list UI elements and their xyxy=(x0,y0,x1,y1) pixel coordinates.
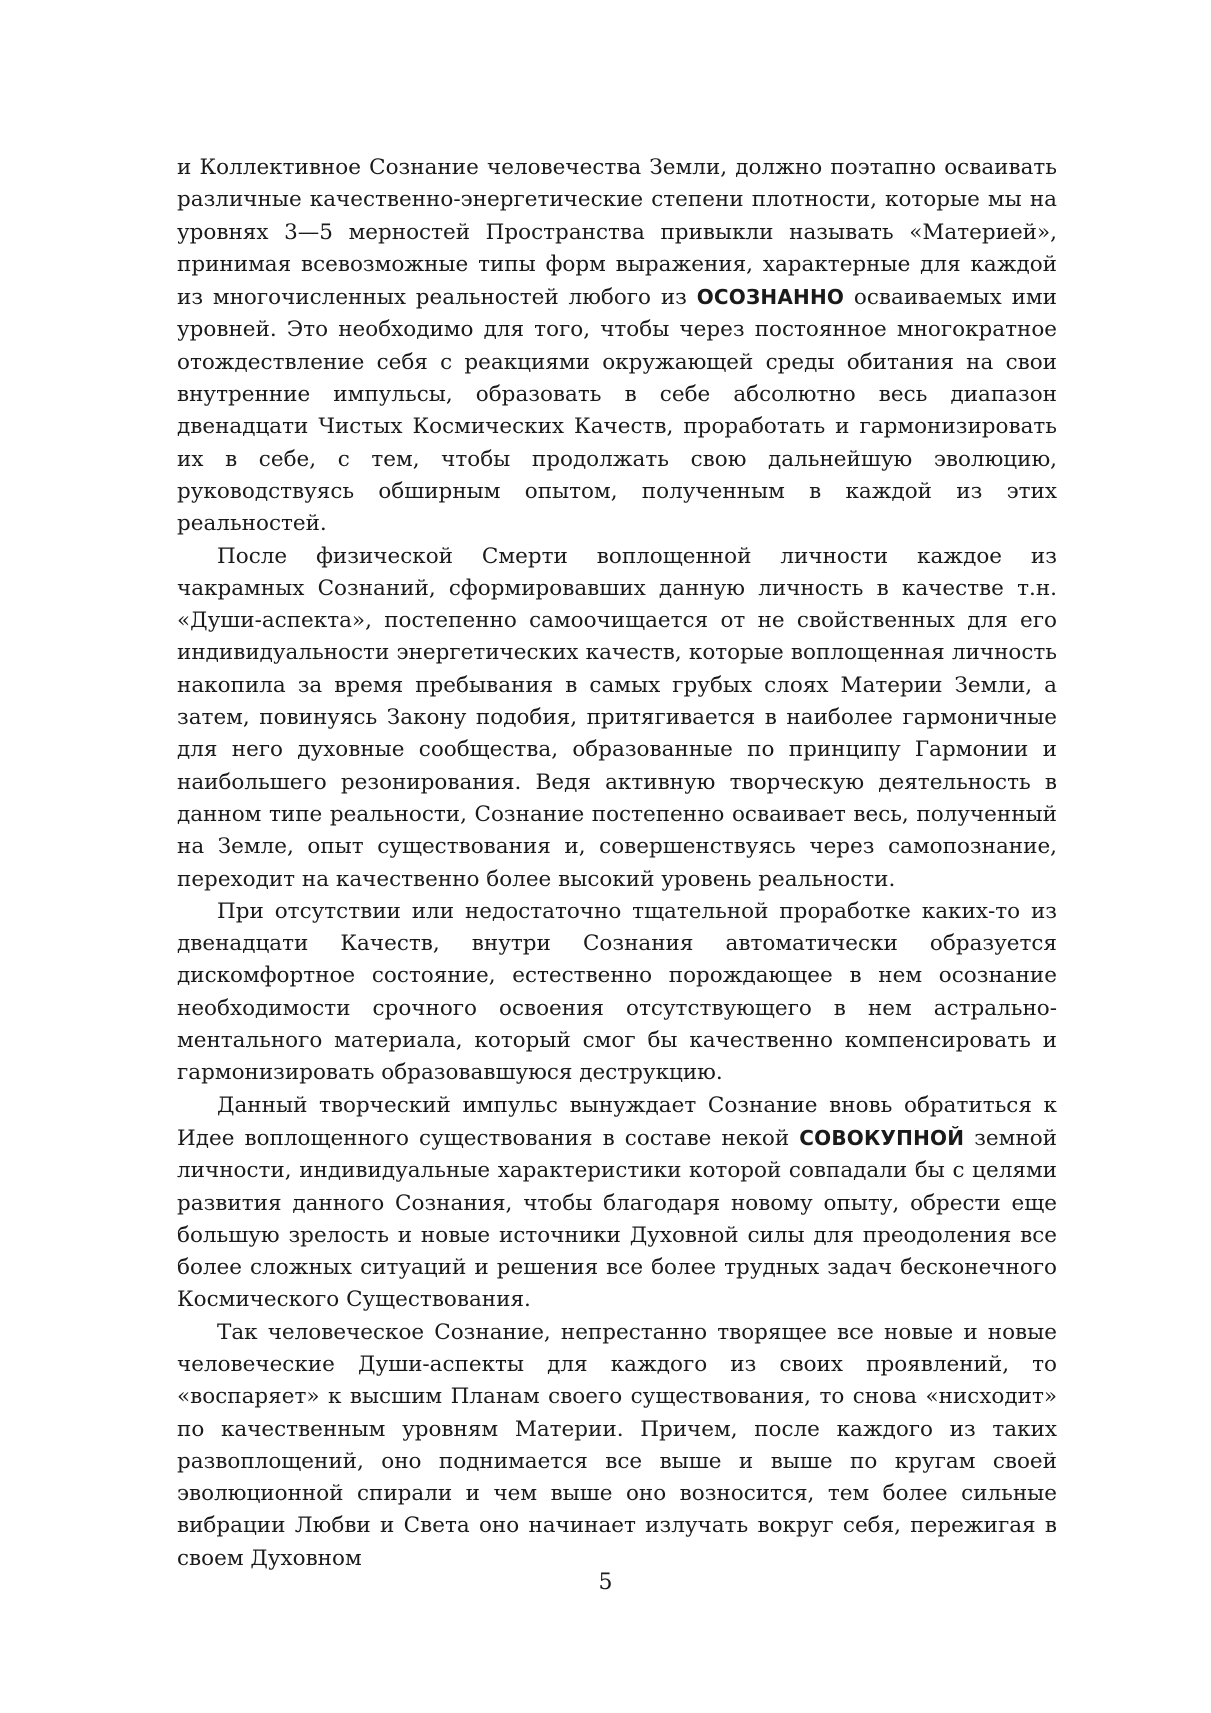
paragraph-text: Данный творческий импульс вынуждает Сознание вновь обратиться к Идее воплощенного существования в составе некой xyxy=(177,1092,1057,1151)
paragraph-text: и Коллективное Сознание человечества Земли, должно поэтапно осваивать различные качественно-энергетические степени плотности, которые мы на уровнях 3—5 мерностей Пространства привыкли называть «Материей», принимая всевозможные типы форм выражения, характерные для каждой из многочисленных реальностей любого из xyxy=(177,155,1057,311)
paragraph-5 xyxy=(177,1317,1057,1575)
paragraph-text: После физической Смерти воплощенной личности каждое из чакрамных Сознаний, сформировавших данную личность в качестве т.н. «Души-аспекта», постепенно самоочищается от не свойственных для его индивидуальности энергетических качеств, которые воплощенная личность накопила за время пребывания в самых грубых слоях Материи Земли, а затем, повинуясь Закону подобия, притягивается в наиболее гармоничные для него духовные сообщества, образованные по принципу Гармонии и наибольшего резонирования. Ведя активную творческую деятельность в данном типе реальности, Сознание постепенно осваивает весь, полученный на Земле, опыт существования и, совершенствуясь через самопознание, переходит на качественно более высокий уровень реальности. xyxy=(177,543,1057,892)
paragraph-3 xyxy=(177,896,1057,1090)
emphasized-word: СОВОКУПНОЙ xyxy=(799,1125,965,1150)
emphasized-word: ОСОЗНАННО xyxy=(696,285,845,310)
paragraph-text: При отсутствии или недостаточно тщательной проработке каких-то из двенадцати Качеств, внутри Сознания автоматически образуется дискомфортное состояние, естественно порождающее в нем осознание необходимости срочного освоения отсутствующего в нем астрально-ментального материала, который смог бы качественно компенсировать и гармонизировать образовавшуюся деструкцию. xyxy=(177,898,1057,1086)
paragraph-text: осваиваемых ими уровней. Это необходимо для того, чтобы через постоянное многократное отождествление себя с реакциями окружающей среды обитания на свои внутренние импульсы, образовать в себе абсолютно весь диапазон двенадцати Чистых Космических Качеств, проработать и гармонизировать их в себе, с тем, чтобы продолжать свою дальнейшую эволюцию, руководствуясь обширным опытом, полученным в каждой из этих реальностей. xyxy=(177,285,1057,537)
page-number: 5 xyxy=(598,1570,613,1595)
paragraph-text: земной личности, индивидуальные характеристики которой совпадали бы с целями развития данного Сознания, чтобы благодаря новому опыту, обрести еще большую зрелость и новые источники Духовной силы для преодоления все более сложных ситуаций и решения все более трудных задач бесконечного Космического Существования. xyxy=(177,1125,1057,1313)
paragraph-4 xyxy=(177,1090,1057,1317)
paragraph-1 xyxy=(177,152,1057,541)
body-text xyxy=(177,152,1057,1575)
paragraph-2 xyxy=(177,541,1057,896)
paragraph-text: Так человеческое Сознание, непрестанно творящее все новые и новые человеческие Души-аспекты для каждого из своих проявлений, то «воспаряет» к высшим Планам своего существования, то снова «нисходит» по качественным уровням Материи. Причем, после каждого из таких развоплощений, оно поднимается все выше и выше по кругам своей эволюционной спирали и чем выше оно возносится, тем более сильные вибрации Любви и Света оно начинает излучать вокруг себя, пережигая в своем Духовном xyxy=(177,1319,1057,1571)
